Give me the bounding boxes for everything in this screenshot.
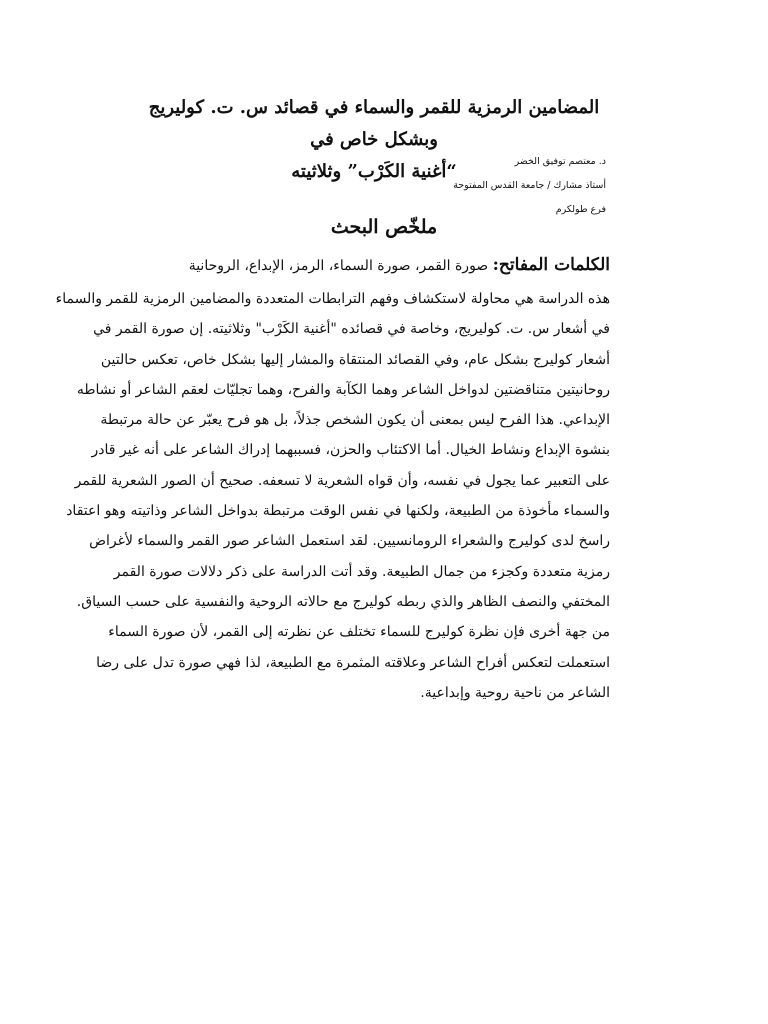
abstract-line: الإبداعي. هذا الفرح ليس بمعنى أن يكون الشخص جذلاً، بل هو فرح يعبّر عن حالة مرتبطة: [100, 412, 610, 429]
author-branch: فرع طولكرم: [555, 204, 606, 215]
abstract-line: المختفي والنصف الظاهر والذي ربطه كوليرج مع حالاته الروحية والنفسية على حسب السياق.: [76, 593, 610, 610]
abstract-line: هذه الدراسة هي محاولة لاستكشاف وفهم الترابطات المتعددة والمضامين الرمزية للقمر والسماء: [55, 291, 610, 307]
abstract-line: رمزية متعددة وكجزء من جمال الطبيعة. وقد أتت الدراسة على ذكر دلالات صورة القمر: [113, 563, 610, 580]
abstract-line: الشاعر من ناحية روحية وإبداعية.: [420, 684, 610, 701]
abstract-line: استعملت لتعكس أفراح الشاعر وعلاقته المثمرة مع الطبيعة، لذا فهي صورة تدل على رضا: [96, 654, 610, 671]
keywords-value: صورة القمر، صورة السماء، الرمز، الإبداع، الروحانية: [188, 258, 489, 274]
keywords-line: [150, 251, 610, 280]
keywords-label: الكلمات المفاتح:: [492, 255, 610, 275]
abstract-heading: ملخّص البحث: [330, 216, 438, 238]
author-position: أستاذ مشارك / جامعة القدس المفتوحة: [453, 180, 606, 191]
abstract-line: والسماء مأخوذة من الطبيعة، ولكنها في نفس الوقت مرتبطة بدواخل الشاعر وذاتيته وهو اعتقاد: [66, 503, 610, 520]
abstract-line: بنشوة الإبداع ونشاط الخيال. أما الاكتئاب والحزن، فسببهما إدراك الشاعر على أنه غير قادر: [91, 442, 610, 459]
abstract-line: أشعار كوليرج بشكل عام، وفي القصائد المنتقاة والمشار إليها بشكل خاص، تعكس حالتين: [100, 351, 610, 368]
paper-title-line-1: المضامين الرمزية للقمر والسماء في قصائد س. ت. كوليريج وبشكل خاص في: [148, 97, 600, 150]
abstract-line: في أشعار س. ت. كوليريج، وخاصة في قصائده "أغنية الكَرْب" وثلاثيته. إن صورة القمر في: [93, 321, 610, 338]
abstract-body: [55, 284, 610, 708]
paper-title-line-2: “أغنية الكَرْب” وثلاثيته: [291, 161, 457, 182]
abstract-line: من جهة أخرى فإن نظرة كوليرج للسماء تختلف عن نظرته إلى القمر، لأن صورة السماء: [108, 624, 610, 641]
abstract-line: راسخ لدى كوليرج والشعراء الرومانسيين. لقد استعمل الشاعر صور القمر والسماء لأغراض: [89, 533, 610, 550]
abstract-line: على التعبير عما يجول في نفسه، وأن قواه الشعرية لا تسعفه. صحيح أن الصور الشعرية للقمر: [74, 472, 610, 489]
abstract-line: روحانيتين متناقضتين لدواخل الشاعر وهما الكآبة والفرح، وهما تجليّات لعقم الشاعر أو نشاطه: [76, 381, 610, 398]
author-name: د. معتصم توفيق الخضر: [514, 156, 606, 167]
